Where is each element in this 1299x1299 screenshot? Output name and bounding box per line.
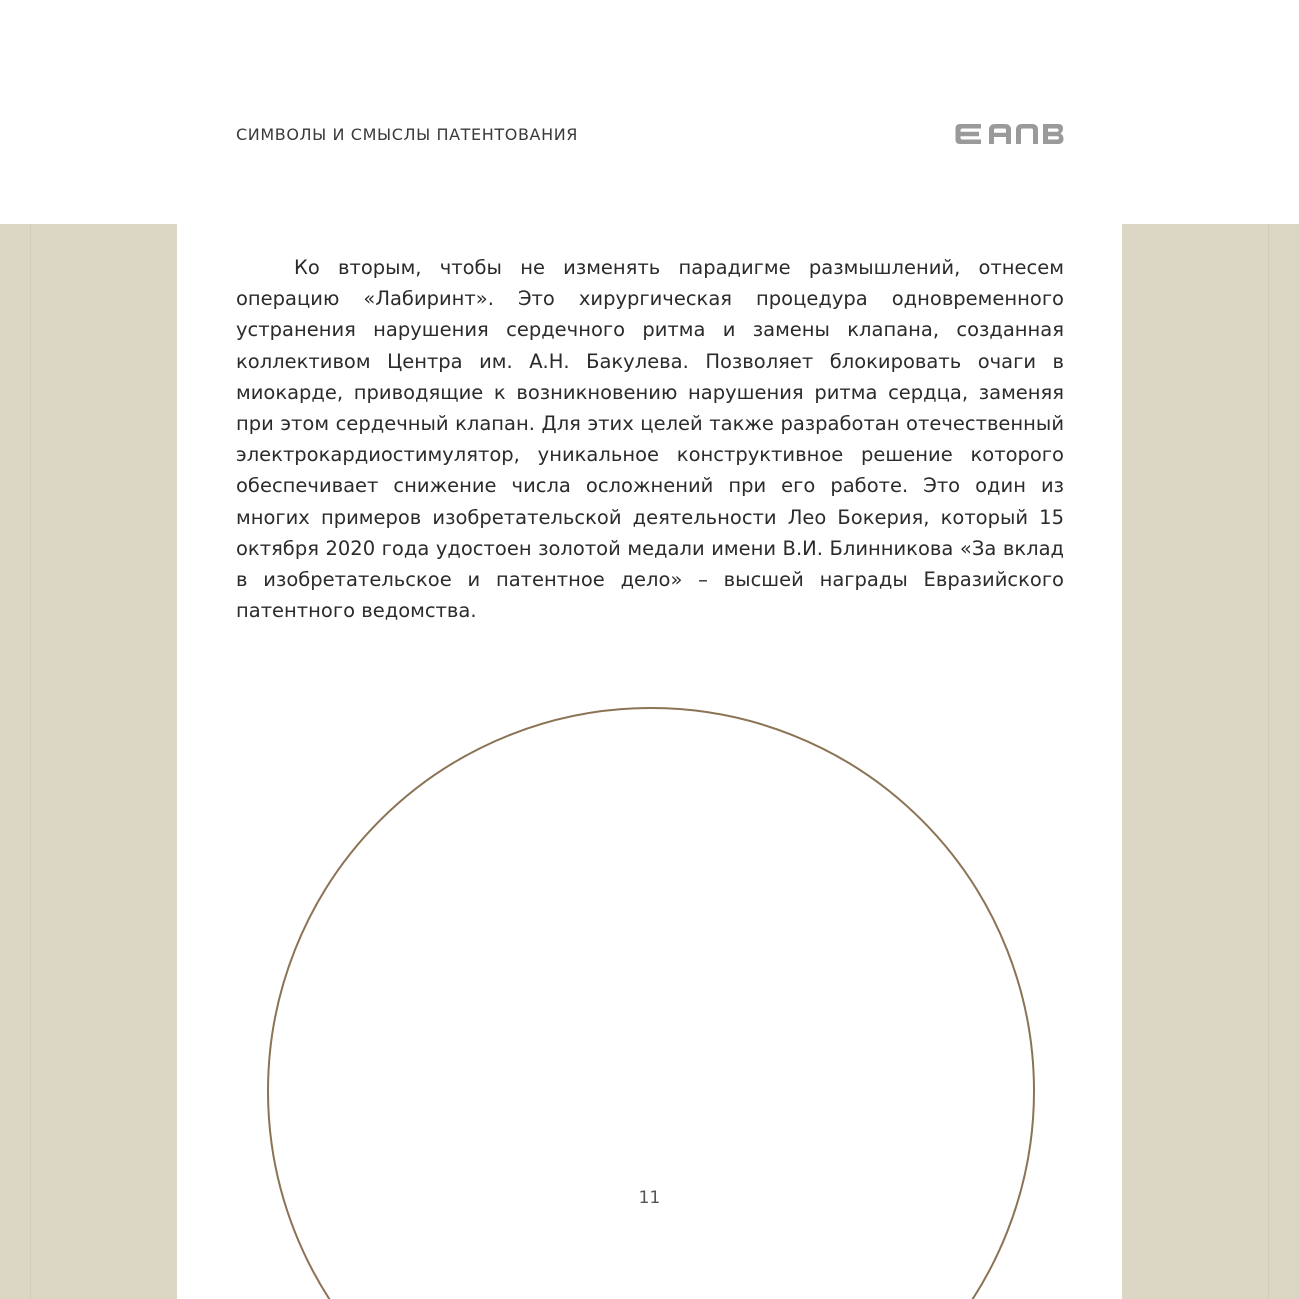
page-header	[236, 122, 1064, 148]
right-band-line	[1268, 224, 1269, 1299]
right-side-band	[1122, 224, 1299, 1299]
page-number: 11	[638, 1188, 661, 1208]
left-band-line	[30, 224, 31, 1299]
left-side-band	[0, 224, 177, 1299]
eapv-logo	[954, 122, 1064, 146]
body-paragraph: Ко вторым, чтобы не изменять парадигме размышлений, отнесем операцию «Лабиринт». Это хирургическая процедура одновременного устранения нарушения сердечного ритма и замены клапана, созданная коллективом Центра им. А.Н. Бакулева. Позволяет блокировать очаги в миокарде, приводящие к возникновению нарушения ритма сердца, заменяя при этом сердечный клапан. Для этих целей также разработан отечественный электрокардиостимулятор, уникальное конструктивное решение которого обеспечивает снижение числа осложнений при его работе. Это один из многих примеров изобретательской деятельности Лео Бокерия, который 15 октября 2020 года удостоен золотой медали имени В.И. Блинникова «За вклад в изобретательское и патентное дело» – высшей награды Евразийского патентного ведомства.	[236, 256, 1064, 623]
running-header-title: СИМВОЛЫ И СМЫСЛЫ ПАТЕНТОВАНИЯ	[236, 125, 579, 144]
